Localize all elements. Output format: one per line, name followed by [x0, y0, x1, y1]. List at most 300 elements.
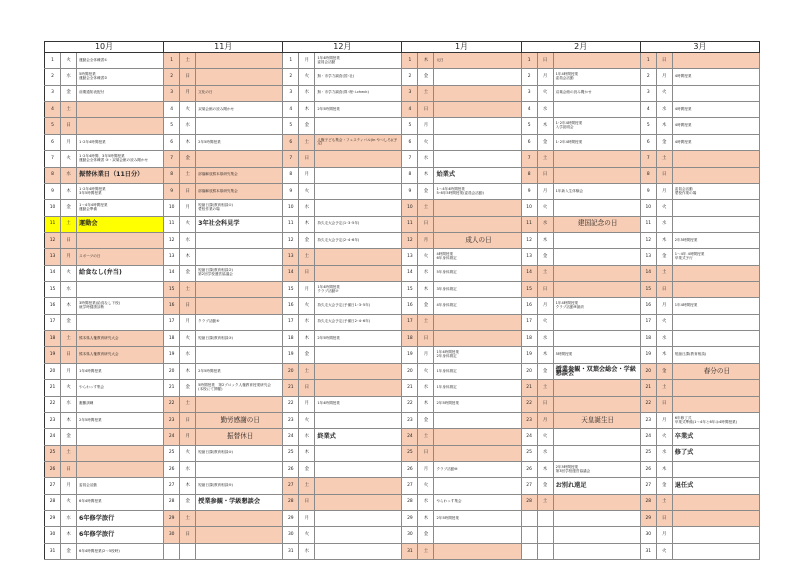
day-number: 7 [640, 151, 656, 167]
weekday: 日 [537, 53, 553, 69]
event-cell [672, 216, 759, 232]
day-number: 15 [45, 282, 61, 298]
day-number: 26 [521, 461, 537, 477]
event-cell [196, 249, 283, 265]
weekday: 金 [61, 429, 77, 445]
weekday: 金 [180, 265, 196, 281]
day-row [45, 102, 760, 118]
event-cell: 運動会全体練習① [77, 53, 164, 69]
day-number: 14 [283, 265, 299, 281]
event-cell: 6年4時間授業(2～5校時) [77, 543, 164, 559]
month-header: 1月 [402, 42, 521, 53]
event-cell: 6年4時間授業 [77, 494, 164, 510]
weekday: 水 [656, 102, 672, 118]
event-cell: 2年5時間授業 第3回学校運営協議会 [553, 461, 640, 477]
day-number: 26 [164, 461, 180, 477]
day-number: 8 [402, 167, 418, 183]
weekday: 水 [61, 396, 77, 412]
weekday [180, 543, 196, 559]
day-row [45, 412, 760, 428]
day-number: 6 [283, 134, 299, 150]
event-cell: 給食なし(弁当) [77, 265, 164, 281]
weekday: 火 [299, 298, 315, 314]
weekday: 日 [418, 216, 434, 232]
event-cell: 委員会活動 [77, 478, 164, 494]
day-number: 2 [45, 69, 61, 85]
event-cell [672, 282, 759, 298]
day-number: 6 [640, 134, 656, 150]
event-cell [434, 543, 521, 559]
day-number: 13 [164, 249, 180, 265]
weekday: 金 [656, 249, 672, 265]
day-number: 8 [283, 167, 299, 183]
weekday: 月 [299, 53, 315, 69]
weekday: 金 [656, 363, 672, 379]
event-cell [553, 282, 640, 298]
weekday: 土 [537, 151, 553, 167]
day-number: 15 [283, 282, 299, 298]
weekday: 土 [180, 53, 196, 69]
day-number: 22 [283, 396, 299, 412]
day-number: 21 [640, 380, 656, 396]
weekday: 火 [180, 331, 196, 347]
event-cell [672, 511, 759, 527]
event-cell: 4年身体測定 [434, 298, 521, 314]
event-cell [77, 232, 164, 248]
day-number: 31 [640, 543, 656, 559]
day-number: 27 [521, 478, 537, 494]
event-cell [434, 445, 521, 461]
weekday: 火 [537, 429, 553, 445]
event-cell: やらわっす集会 [77, 380, 164, 396]
day-number: 8 [164, 167, 180, 183]
event-cell: 短縮日課(教育相談) [672, 347, 759, 363]
day-number: 4 [640, 102, 656, 118]
weekday: 月 [537, 183, 553, 199]
event-cell: 短縮日課(教育相談③) [196, 331, 283, 347]
weekday: 金 [61, 85, 77, 101]
event-cell: スポーツの日 [77, 249, 164, 265]
day-number: 31 [402, 543, 418, 559]
event-cell [77, 314, 164, 330]
event-cell [196, 396, 283, 412]
event-cell: 双葉会館の読み聞かせ [196, 102, 283, 118]
day-row [45, 282, 760, 298]
day-number: 28 [521, 494, 537, 510]
weekday: 火 [61, 151, 77, 167]
weekday: 日 [418, 445, 434, 461]
weekday: 金 [537, 134, 553, 150]
day-number: 12 [45, 232, 61, 248]
event-cell [315, 445, 402, 461]
event-cell: 4時間授業 6年身体測定 [434, 249, 521, 265]
weekday: 金 [299, 232, 315, 248]
day-number: 6 [402, 134, 418, 150]
day-number: 13 [283, 249, 299, 265]
event-cell: 2年5時間授業 [77, 412, 164, 428]
day-number: 20 [521, 363, 537, 379]
day-number: 20 [402, 363, 418, 379]
event-cell: 2年5時間授業 [434, 511, 521, 527]
weekday: 土 [537, 265, 553, 281]
weekday: 日 [656, 396, 672, 412]
day-number: 20 [283, 363, 299, 379]
day-number: 15 [521, 282, 537, 298]
weekday: 日 [180, 183, 196, 199]
day-number: 19 [283, 347, 299, 363]
day-number: 25 [521, 445, 537, 461]
weekday: 金 [656, 478, 672, 494]
event-cell [315, 494, 402, 510]
day-number: 20 [164, 363, 180, 379]
event-cell [672, 265, 759, 281]
weekday: 水 [537, 216, 553, 232]
day-number: 29 [164, 511, 180, 527]
weekday: 水 [61, 69, 77, 85]
day-number: 11 [45, 216, 61, 232]
day-number: 5 [521, 118, 537, 134]
day-number: 29 [402, 511, 418, 527]
day-number: 16 [283, 298, 299, 314]
day-number: 26 [283, 461, 299, 477]
event-cell: 4時間授業 [672, 102, 759, 118]
weekday: 日 [299, 151, 315, 167]
weekday: 水 [418, 265, 434, 281]
day-number: 18 [521, 331, 537, 347]
day-number: 10 [283, 200, 299, 216]
day-number: 27 [640, 478, 656, 494]
day-number: 1 [283, 53, 299, 69]
event-cell: 春分の日 [672, 363, 759, 379]
event-cell: 1～4年4時間授業 運動会準備 [77, 200, 164, 216]
weekday: 木 [299, 445, 315, 461]
weekday: 金 [180, 380, 196, 396]
weekday: 月 [299, 511, 315, 527]
day-number: 30 [640, 527, 656, 543]
event-cell: 3時間授業(給食なし下校) 就学時健康診断 [77, 298, 164, 314]
event-cell [434, 118, 521, 134]
weekday: 火 [656, 429, 672, 445]
event-cell [315, 527, 402, 543]
event-cell: 人権子ども集会・フェスティバル(in やつしろ)(予定) [315, 134, 402, 150]
day-row [45, 118, 760, 134]
day-number: 1 [640, 53, 656, 69]
day-number: 19 [640, 347, 656, 363]
day-number: 11 [640, 216, 656, 232]
event-cell [553, 445, 640, 461]
weekday: 月 [418, 232, 434, 248]
weekday: 水 [418, 494, 434, 510]
day-row [45, 445, 760, 461]
event-cell: 修了式 [672, 445, 759, 461]
weekday: 日 [656, 511, 672, 527]
weekday: 月 [299, 396, 315, 412]
day-row [45, 347, 760, 363]
day-number: 1 [164, 53, 180, 69]
weekday: 木 [299, 331, 315, 347]
event-cell: 卒業式 [672, 429, 759, 445]
weekday: 木 [537, 232, 553, 248]
event-cell [553, 102, 640, 118]
weekday: 金 [180, 494, 196, 510]
weekday: 月 [656, 298, 672, 314]
weekday: 月 [299, 282, 315, 298]
weekday: 水 [537, 331, 553, 347]
weekday: 日 [418, 102, 434, 118]
day-number: 2 [521, 69, 537, 85]
event-cell [315, 183, 402, 199]
month-header-row [45, 42, 760, 53]
event-cell [315, 511, 402, 527]
day-number: 26 [402, 461, 418, 477]
day-number: 13 [640, 249, 656, 265]
weekday: 月 [656, 69, 672, 85]
event-cell: 元日 [434, 53, 521, 69]
day-number: 25 [164, 445, 180, 461]
weekday: 土 [656, 151, 672, 167]
day-number: 19 [164, 347, 180, 363]
event-cell [434, 478, 521, 494]
event-cell [553, 265, 640, 281]
weekday: 木 [656, 461, 672, 477]
weekday: 金 [537, 249, 553, 265]
weekday: 日 [656, 167, 672, 183]
day-number: 3 [521, 85, 537, 101]
event-cell: 4時間授業 [672, 118, 759, 134]
day-number: 24 [640, 429, 656, 445]
day-number: 14 [640, 265, 656, 281]
event-cell: 2年5時間授業 [196, 134, 283, 150]
day-number: 21 [283, 380, 299, 396]
day-number: 5 [283, 118, 299, 134]
day-number: 9 [45, 183, 61, 199]
event-cell: 3年身体測定 [434, 282, 521, 298]
school-calendar [44, 41, 760, 560]
weekday: 木 [418, 53, 434, 69]
event-cell: 2年5時間授業 [672, 232, 759, 248]
day-number: 14 [45, 265, 61, 281]
weekday: 金 [418, 527, 434, 543]
weekday: 土 [180, 282, 196, 298]
event-cell [196, 543, 283, 559]
day-number: 7 [521, 151, 537, 167]
event-cell: 無・市学力調査(算･理･i-check) [315, 85, 402, 101]
weekday: 木 [537, 461, 553, 477]
weekday: 日 [537, 396, 553, 412]
weekday: 水 [299, 314, 315, 330]
weekday: 土 [299, 249, 315, 265]
event-cell [553, 249, 640, 265]
day-number: 22 [45, 396, 61, 412]
weekday: 日 [656, 282, 672, 298]
weekday: 土 [61, 216, 77, 232]
day-number: 24 [283, 429, 299, 445]
weekday: 火 [537, 314, 553, 330]
weekday: 日 [180, 412, 196, 428]
event-cell [196, 151, 283, 167]
weekday: 木 [418, 511, 434, 527]
event-cell [434, 527, 521, 543]
event-cell: 授業参観・双葉会総会・学級懇談会 [553, 363, 640, 379]
day-number: 18 [283, 331, 299, 347]
event-cell [77, 429, 164, 445]
weekday: 日 [418, 331, 434, 347]
event-cell: 前期通知表配付 [77, 85, 164, 101]
weekday: 水 [418, 380, 434, 396]
event-cell: 1年4時間授業 委員会活動 [315, 53, 402, 69]
weekday: 月 [537, 298, 553, 314]
weekday: 金 [418, 69, 434, 85]
weekday: 火 [180, 102, 196, 118]
day-row [45, 494, 760, 510]
event-cell: 委員会活動 愛校作業の場 [672, 183, 759, 199]
event-cell [196, 347, 283, 363]
event-cell [672, 167, 759, 183]
event-cell: 熊本県人権教育研究大会 [77, 347, 164, 363]
weekday [537, 527, 553, 543]
day-row [45, 249, 760, 265]
weekday: 土 [418, 85, 434, 101]
day-number [521, 527, 537, 543]
event-cell: 部落解放熊本県研究集会 [196, 183, 283, 199]
day-number: 23 [640, 412, 656, 428]
day-number: 23 [164, 412, 180, 428]
event-cell [196, 118, 283, 134]
weekday: 火 [537, 200, 553, 216]
weekday: 日 [299, 494, 315, 510]
day-row [45, 331, 760, 347]
weekday: 日 [537, 282, 553, 298]
weekday: 水 [537, 102, 553, 118]
day-row [45, 232, 760, 248]
event-cell: 1年4時間授業 クラブ活動⑦ [315, 282, 402, 298]
weekday: 水 [180, 461, 196, 477]
day-number: 14 [164, 265, 180, 281]
event-cell [672, 494, 759, 510]
weekday: 土 [61, 331, 77, 347]
weekday: 水 [418, 151, 434, 167]
day-number: 12 [402, 232, 418, 248]
event-cell [196, 53, 283, 69]
day-row [45, 396, 760, 412]
day-number [521, 511, 537, 527]
day-number: 16 [45, 298, 61, 314]
day-number: 13 [45, 249, 61, 265]
weekday: 火 [61, 380, 77, 396]
day-number: 1 [521, 53, 537, 69]
weekday: 火 [61, 53, 77, 69]
day-number: 6 [164, 134, 180, 150]
event-cell: 1年4時間授業 2年身体測定 [434, 347, 521, 363]
day-number: 31 [45, 543, 61, 559]
weekday: 日 [180, 69, 196, 85]
weekday: 水 [61, 167, 77, 183]
weekday: 火 [656, 543, 672, 559]
weekday: 月 [656, 527, 672, 543]
weekday: 火 [299, 183, 315, 199]
event-cell: 退任式 [672, 478, 759, 494]
event-cell: 1･2年4時間授業 3年5時間授業 [77, 183, 164, 199]
day-number: 29 [640, 511, 656, 527]
weekday: 水 [180, 232, 196, 248]
day-number: 28 [283, 494, 299, 510]
weekday: 木 [537, 347, 553, 363]
day-number: 18 [164, 331, 180, 347]
weekday: 金 [180, 151, 196, 167]
day-number: 2 [640, 69, 656, 85]
day-number: 11 [402, 216, 418, 232]
day-number: 12 [521, 232, 537, 248]
weekday: 土 [61, 102, 77, 118]
day-row [45, 527, 760, 543]
day-number: 28 [164, 494, 180, 510]
day-row [45, 314, 760, 330]
day-number: 30 [45, 527, 61, 543]
weekday: 土 [418, 543, 434, 559]
day-number: 14 [402, 265, 418, 281]
weekday: 木 [61, 412, 77, 428]
event-cell: 1年4時間授業 [77, 363, 164, 379]
day-row [45, 511, 760, 527]
weekday: 月 [180, 314, 196, 330]
weekday: 火 [418, 134, 434, 150]
weekday: 月 [418, 347, 434, 363]
day-number: 10 [521, 200, 537, 216]
event-cell [196, 282, 283, 298]
event-cell [553, 331, 640, 347]
weekday: 火 [299, 412, 315, 428]
weekday: 金 [418, 183, 434, 199]
event-cell [553, 396, 640, 412]
day-number: 21 [521, 380, 537, 396]
weekday: 土 [180, 511, 196, 527]
day-number: 6 [45, 134, 61, 150]
day-number: 24 [164, 429, 180, 445]
day-row [45, 183, 760, 199]
day-number: 16 [521, 298, 537, 314]
event-cell [77, 118, 164, 134]
weekday: 火 [299, 527, 315, 543]
event-cell [434, 200, 521, 216]
event-cell [553, 151, 640, 167]
weekday: 土 [418, 429, 434, 445]
weekday: 木 [299, 102, 315, 118]
day-number: 3 [45, 85, 61, 101]
event-cell: 持久走大会予定(2･4･6年) [315, 232, 402, 248]
weekday: 火 [537, 85, 553, 101]
day-number: 23 [402, 412, 418, 428]
weekday: 月 [61, 478, 77, 494]
event-cell: 1･2年4時間授業 入学説明会 [553, 118, 640, 134]
weekday: 金 [61, 200, 77, 216]
event-cell [315, 461, 402, 477]
month-header: 11月 [164, 42, 283, 53]
weekday: 水 [180, 347, 196, 363]
event-cell: 2年5時間授業 [315, 331, 402, 347]
event-cell: 2年5時間授業 [315, 102, 402, 118]
event-cell [315, 363, 402, 379]
event-cell [553, 232, 640, 248]
event-cell: 1～4年4時間授業 5･6年5時間授業(委員会活動) [434, 183, 521, 199]
day-number: 26 [640, 461, 656, 477]
weekday [537, 511, 553, 527]
event-cell: 6年修学旅行 [77, 511, 164, 527]
weekday: 土 [418, 314, 434, 330]
event-cell: 6年修学旅行 [77, 527, 164, 543]
event-cell [672, 331, 759, 347]
day-number: 20 [45, 363, 61, 379]
day-row [45, 151, 760, 167]
